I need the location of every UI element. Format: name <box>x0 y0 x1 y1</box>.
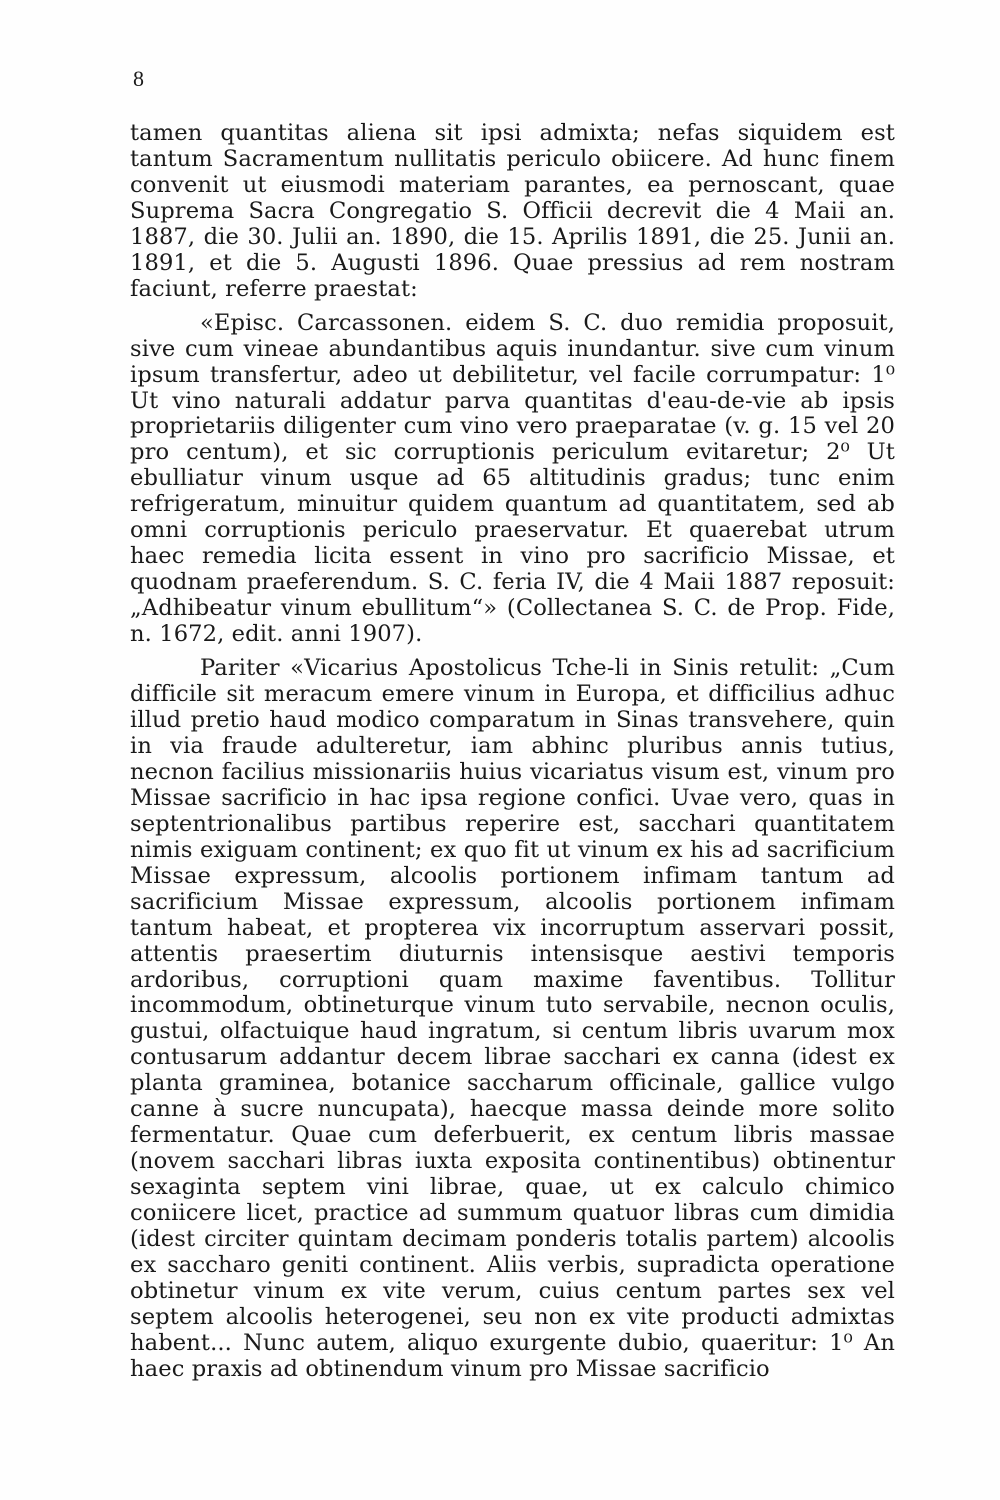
body-text <box>130 121 895 1383</box>
paragraph-3: Pariter «Vicarius Apostolicus Tche-li in Sinis retulit: „Cum difficile sit meracum emere vinum in Europa, et difficilius adhuc illud pretio haud modico comparatum in Sinas transvehere, quin in via fraude adulteretur, iam abhinc pluribus annis tutius, necnon facilius missionariis huius vicariatus visum est, vinum pro Missae sacrificio in hac ipsa regione confici. Uvae vero, quas in septentrionalibus partibus reperire est, sacchari quantitatem nimis exiguam continent; ex quo fit ut vinum ex his ad sacrificium Missae expressum, alcoolis portionem infimam tantum ad sacrificium Missae expressum, alcoolis portionem infimam tantum habeat, et propterea vix incorruptum asservari possit, attentis praesertim diuturnis intensisque aestivi temporis ardoribus, corruptioni quam maxime faventibus. Tollitur incommodum, obtineturque vinum tuto servabile, necnon oculis, gustui, olfactuique haud ingratum, si centum libris uvarum mox contusarum addantur decem librae sacchari ex canna (idest ex planta graminea, botanice saccharum officinale, gallice vulgo canne à sucre nuncupata), haecque massa deinde more solito fermentatur. Quae cum deferbuerit, ex centum libris massae (novem sacchari libras iuxta exposita continentibus) obtinentur sexaginta septem vini librae, quae, ut ex calculo chimico coniicere licet, practice ad summum quatuor libras cum dimidia (idest circiter quintam decimam ponderis totalis partem) alcoolis ex saccharo geniti continent. Aliis verbis, supradicta operatione obtinetur vinum ex vite verum, cuius centum partes sex vel septem alcoolis heterogenei, seu non ex vite producti admixtas habent... Nunc autem, aliquo exurgente dubio, quaeritur: 1⁰ An haec praxis ad obtinendum vinum pro Missae sacrificio <box>130 655 895 1382</box>
paragraph-1: tamen quantitas aliena sit ipsi admixta; nefas siquidem est tantum Sacramentum nullitatis periculo obiicere. Ad hunc finem convenit ut eiusmodi materiam parantes, ea pernoscant, quae Suprema Sacra Congregatio S. Officii decrevit die 4 Maii an. 1887, die 30. Julii an. 1890, die 15. Aprilis 1891, die 25. Junii an. 1891, et die 5. Augusti 1896. Quae pressius ad rem nostram faciunt, referre praestat: <box>130 120 895 302</box>
paragraph-2: «Episc. Carcassonen. eidem S. C. duo remidia proposuit, sive cum vineae abundantibus aquis inundantur. sive cum vinum ipsum transfertur, adeo ut debilitetur, vel facile corrumpatur: 1⁰ Ut vino naturali addatur parva quantitas d'eau-de-vie ab ipsis proprietariis diligenter cum vino vero praeparatae (v. g. 15 vel 20 pro centum), et sic corruptionis periculum evitaretur; 2⁰ Ut ebulliatur vinum usque ad 65 altitudinis gradus; tunc enim refrigeratum, minuitur quidem quantum ad quantitatem, sed ab omni corruptionis periculo praeservatur. Et quaerebat utrum haec remedia licita essent in vino pro sacrificio Missae, et quodnam praeferendum. S. C. feria IV, die 4 Maii 1887 reposuit: „Adhibeatur vinum ebullitum“» (Collectanea S. C. de Prop. Fide, n. 1672, edit. anni 1907). <box>130 309 895 648</box>
page-number: 8 <box>133 66 144 91</box>
